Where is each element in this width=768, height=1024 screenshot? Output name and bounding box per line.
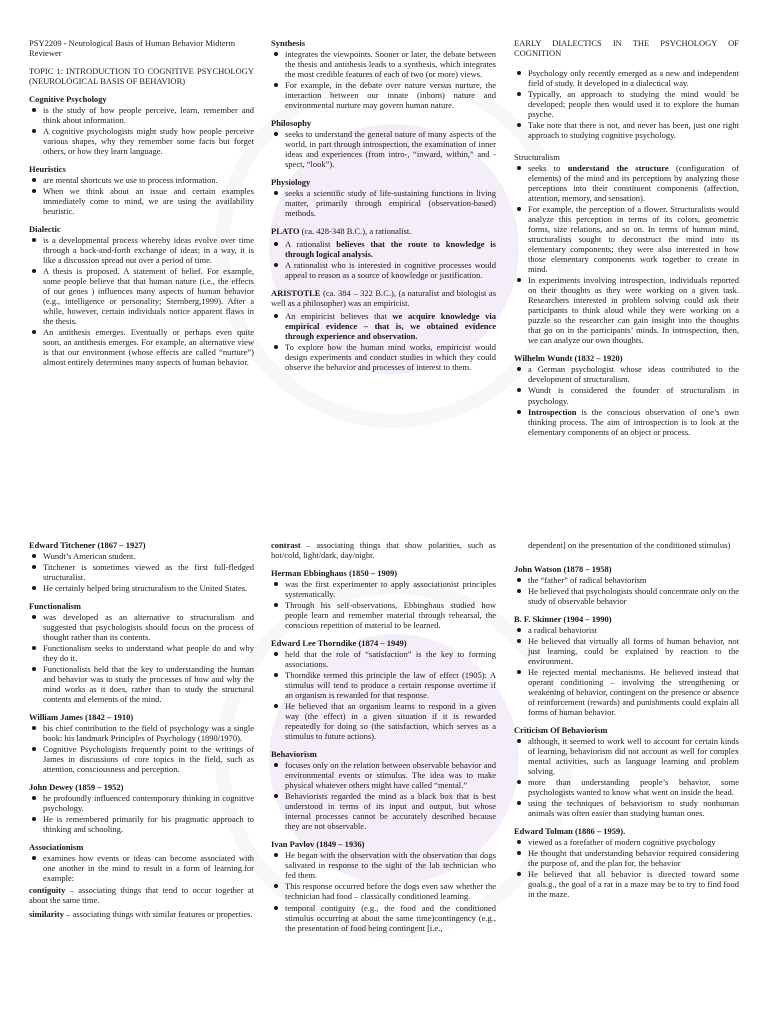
page2-column-3 bbox=[514, 540, 739, 1010]
list-item: is a developmental process whereby ideas evolve over time through a back-and-forth exchange of ideas; in a way, it is like a discussion spread out over a period of time. bbox=[43, 235, 254, 266]
list-item: For example, in the debate over nature versus nurture, the interaction between our innate (inborn) nature and environmental nurture may govern human nature. bbox=[285, 80, 496, 111]
list-item: Titchener is sometimes viewed as the first full-fledged structuralist. bbox=[43, 562, 254, 583]
heading-cognitive-psychology: Cognitive Psychology bbox=[29, 94, 107, 105]
list-item: more than understanding people’s behavior, some psychologists wanted to know what went on inside the head. bbox=[528, 777, 739, 798]
contiguity-text: – associating things that tend to occur together at about the same time. bbox=[29, 885, 254, 906]
heading-dialectic: Dialectic bbox=[29, 224, 61, 235]
list-william-james bbox=[29, 723, 254, 774]
list-dialectic bbox=[29, 235, 254, 367]
list-item: He certainly helped bring structuralism to the United States. bbox=[43, 583, 254, 593]
list-item: Through his self-observations, Ebbinghaus studied how people learn and remember material through rehearsal, the conscious repetition of material to be learned. bbox=[285, 600, 496, 631]
list-heuristics bbox=[29, 175, 254, 216]
plato-point-b: believes that the route to knowledge is through logical analysis. bbox=[285, 239, 496, 260]
list-item: Typically, an approach to studying the mind would be developed; people then would used it to explore the human psyche. bbox=[528, 89, 739, 120]
heading-associationism: Associationism bbox=[29, 842, 84, 853]
list-item bbox=[285, 239, 496, 259]
struct-point-b: understand the structure bbox=[567, 163, 669, 174]
list-item: Thorndike termed this principle the law of effect (1905): A stimulus will tend to produce a certain response overtime if an organism is rewarded for that response. bbox=[285, 670, 496, 701]
list-item: he profoundly influenced contemporary thinking in cognitive psychology. bbox=[43, 793, 254, 814]
doc-title: PSY2209 - Neurological Basis of Human Behavior Midterm Reviewer bbox=[29, 38, 236, 59]
heading-ebbinghaus: Herman Ebbinghaus (1850 – 1909) bbox=[271, 568, 398, 579]
pavlov-continued: dependent] on the presentation of the conditioned stimulus) bbox=[528, 540, 731, 550]
list-item: In experiments involving introspection, individuals reported on their thoughts as they were working on a given task. Researchers interested in problem solving could ask their participants to think aloud while they were working on a puzzle so the researcher can gain insight into the thoughts that go on in the participants’ minds. In introspection, then, we can analyze our own thoughts. bbox=[528, 275, 739, 346]
list-item: A rationalist who is interested in cognitive processes would appeal to reason as a source of knowledge or justification. bbox=[285, 260, 496, 281]
plato-point-a: A rationalist bbox=[285, 239, 337, 250]
list-item bbox=[285, 311, 496, 341]
list-item: Functionalism seeks to understand what people do and why they do it. bbox=[43, 643, 254, 664]
list-physiology bbox=[271, 188, 496, 218]
list-item: For example, the perception of a flower. Structuralists would analyze this perception in terms of its colors, geometric forms, size relations, and so on. In terms of human mind, structuralists sought to deconstruct the mind into its elementary components; they were also interested in how those elementary components work together to create in mind. bbox=[528, 204, 739, 275]
list-item: temporal contiguity (e.g., the food and the conditioned stimulus occurring at about the same time)contingency (e.g., the presentation of food being contingent [i.e., bbox=[285, 902, 496, 933]
list-item: He believed that psychologists should concentrate only on the study of observable behavior bbox=[528, 586, 739, 607]
list-philosophy bbox=[271, 129, 496, 169]
list-item: Wundt is considered the founder of structuralism in psychology. bbox=[528, 385, 739, 406]
list-thorndike bbox=[271, 649, 496, 741]
list-aristotle bbox=[271, 311, 496, 372]
page1-column-2 bbox=[271, 38, 496, 478]
page1-column-1 bbox=[29, 38, 254, 478]
list-behaviorism bbox=[271, 760, 496, 831]
list-synthesis bbox=[271, 49, 496, 110]
struct-point-c: (configuration of elements) of the mind and its perceptions by analyzing those perceptions into their constituent components (affection, attention, memory, and sensation). bbox=[528, 163, 739, 204]
list-watson bbox=[514, 575, 739, 606]
heading-structuralism: Structuralism bbox=[514, 152, 560, 163]
aristotle-point-a: An empiricist believes that bbox=[285, 311, 393, 322]
page2-column-1 bbox=[29, 540, 254, 1010]
list-early-dialectics bbox=[514, 68, 739, 140]
list-skinner bbox=[514, 625, 739, 717]
heading-william-james: William James (1842 – 1910) bbox=[29, 712, 134, 723]
list-item: He is remembered primarily for his pragmatic approach to thinking and schooling. bbox=[43, 814, 254, 835]
list-item: Wundt’s American student. bbox=[43, 551, 254, 561]
list-item: When we think about an issue and certain examples immediately come to mind, we are using the availability heuristic. bbox=[43, 186, 254, 217]
similarity-term: similarity bbox=[29, 908, 64, 919]
heading-philosophy: Philosophy bbox=[271, 118, 312, 129]
contiguity-term: contiguity bbox=[29, 885, 66, 896]
list-item: A thesis is proposed. A statement of belief. For example, some people believe that that human nature (i.e., the effects of our genes ) influences many aspects of human behavior (e.g., intelligence or personality; Sternberg,1999). After a while, however, certain individuals notice apparent flaws in the thesis. bbox=[43, 266, 254, 327]
page1-column-3 bbox=[514, 38, 739, 478]
list-item: He began with the observation with the observation that dogs salivated in response to the sight of the lab technician who fed them. bbox=[285, 850, 496, 881]
list-criticism-behaviorism bbox=[514, 736, 739, 818]
heading-skinner: B. F. Skinner (1904 – 1990) bbox=[514, 614, 612, 625]
heading-pavlov: Ivan Pavlov (1849 – 1936) bbox=[271, 839, 365, 850]
list-item: A cognitive psychologists might study how people perceive various shapes, why they remember some facts but forget others, or how they learn language. bbox=[43, 126, 254, 157]
list-item: He believed that virtually all forms of human behavior, not just learning, could be explained by reaction to the environment. bbox=[528, 636, 739, 667]
topic-heading: TOPIC 1: INTRODUCTION TO COGNITIVE PSYCHOLOGY (NEUROLOGICAL BASIS OF BEHAVIOR) bbox=[29, 66, 254, 87]
list-titchener bbox=[29, 551, 254, 593]
list-item: seeks a scientific study of life-sustaining functions in living matter, primarily through empirical (observation-based) methods. bbox=[285, 188, 496, 219]
page2-column-2 bbox=[271, 540, 496, 1010]
heading-wundt: Wilhelm Wundt (1832 – 1920) bbox=[514, 353, 623, 364]
heading-early-dialectics: EARLY DIALECTICS IN THE PSYCHOLOGY OF COGNITION bbox=[514, 38, 739, 59]
heading-john-dewey: John Dewey (1859 – 1952) bbox=[29, 782, 124, 793]
heading-physiology: Physiology bbox=[271, 177, 311, 188]
list-item: viewed as a forefather of modern cognitive psychology bbox=[528, 837, 739, 847]
list-tolman bbox=[514, 837, 739, 899]
introspection-term: Introspection bbox=[528, 406, 577, 417]
heading-heuristics: Heuristics bbox=[29, 164, 66, 175]
list-item: This response occurred before the dogs even saw whether the technician had food – classically conditioned learning. bbox=[285, 881, 496, 902]
list-item: a German psychologist whose ideas contributed to the development of structuralism. bbox=[528, 364, 739, 385]
heading-thorndike: Edward Lee Thorndike (1874 – 1949) bbox=[271, 638, 407, 649]
struct-point-a: seeks to bbox=[528, 163, 568, 174]
list-item: was developed as an alternative to structuralism and suggested that psychologists should focus on the process of thought rather than its contents. bbox=[43, 612, 254, 643]
list-item: is the study of how people perceive, learn, remember and think about information. bbox=[43, 105, 254, 126]
heading-functionalism: Functionalism bbox=[29, 601, 81, 612]
list-item: integrates the viewpoints. Sooner or later, the debate between the thesis and antithesis leads to a synthesis, which integrates the most credible features of each of two (or more) views. bbox=[285, 49, 496, 80]
list-item: focuses only on the relation between observable behavior and environmental events or stimulus. The idea was to make physical whatever others might have called “mental.” bbox=[285, 760, 496, 791]
plato-desc: (ca. 428-348 B.C.), a rationalist. bbox=[299, 226, 412, 237]
list-ebbinghaus bbox=[271, 579, 496, 630]
list-wundt bbox=[514, 364, 739, 436]
list-item: To explore how the human mind works, empiricist would design experiments and conduct studies in which they could observe the behavior and processes of interest to them. bbox=[285, 342, 496, 373]
list-item: Cognitive Psychologists frequently point to the writings of James in discussions of core topics in the field, such as attention, consciousness and perception. bbox=[43, 744, 254, 775]
list-item: Take note that there is not, and never has been, just one right approach to studying cognitive psychology. bbox=[528, 120, 739, 141]
list-item: Behaviorists regarded the mind as a black box that is best understood in terms of its input and output, but whose internal processes cannot be accurately described because they are not observable. bbox=[285, 791, 496, 832]
list-functionalism bbox=[29, 612, 254, 704]
plato-intro bbox=[271, 226, 496, 236]
list-item: He believed that all behavior is directed toward some goals.g., the goal of a rat in a maze may be to try to find food in the maze. bbox=[528, 869, 739, 900]
contrast-def bbox=[271, 540, 496, 560]
contrast-term: contrast bbox=[271, 540, 301, 550]
list-item: a radical behaviorist bbox=[528, 625, 739, 635]
list-item: An antithesis emerges. Eventually or perhaps even quite soon, an antithesis emerges. For example, an alternative view is that our environment (whose effects are called “nurture”) almost entirely determines many aspects of human behavior. bbox=[43, 327, 254, 368]
similarity-text: – associating things with similar features or properties. bbox=[63, 908, 253, 919]
list-item: Functionalists held that the key to understanding the human and behavior was to study the processes of how and why the mind works as it does, rather than to study the structural contents and elements of the mind. bbox=[43, 664, 254, 705]
list-plato bbox=[271, 239, 496, 280]
heading-titchener: Edward Titchener (1867 – 1927) bbox=[29, 540, 146, 550]
list-item: was the first experimenter to apply associationist principles systematically. bbox=[285, 579, 496, 600]
list-structuralism bbox=[514, 163, 739, 345]
introspection-def: is the conscious observation of one’s own thinking process. The aim of introspection is to look at the elementary components of an object or process. bbox=[528, 406, 739, 437]
plato-name: PLATO bbox=[271, 226, 300, 237]
list-john-dewey bbox=[29, 793, 254, 834]
heading-watson: John Watson (1878 – 1958) bbox=[514, 564, 612, 575]
aristotle-intro bbox=[271, 288, 496, 308]
contiguity-def bbox=[29, 885, 254, 905]
list-item: seeks to understand the general nature of many aspects of the world, in part through introspection, the examination of inner ideas and experiences (from intro-, “inward, within,” and -spect, “look”). bbox=[285, 129, 496, 170]
similarity-def bbox=[29, 909, 254, 919]
aristotle-name: ARISTOTLE bbox=[271, 288, 321, 299]
list-item: using the techniques of behaviorism to study nonhuman animals was often easier than studying human ones. bbox=[528, 798, 739, 819]
list-item: the “father” of radical behaviorism bbox=[528, 575, 739, 585]
list-item bbox=[528, 407, 739, 437]
list-item: examines how events or ideas can become associated with one another in the mind to result in a form of learning.for example: bbox=[43, 853, 254, 884]
aristotle-point-b: we acquire knowledge via empirical evidence – that is, we obtained evidence through experience and observation. bbox=[285, 311, 496, 342]
contrast-text: – associating things that show polarities, such as hot/cold, light/dark, day/night. bbox=[271, 540, 496, 561]
list-item: He thought that understanding behavior required considering the purpose of, and the plan for, the behavior bbox=[528, 848, 739, 869]
list-cognitive-psychology bbox=[29, 105, 254, 156]
list-item: Psychology only recently emerged as a new and independent field of study. It developed in a dialectical way. bbox=[528, 68, 739, 89]
list-item: He believed that an organism learns to respond in a given way (the effect) in a given situation if it is rewarded repeatedly for doing so (the satisfaction, which serves as a stimulus to future actions). bbox=[285, 701, 496, 742]
heading-tolman: Edward Tolman (1886 – 1959). bbox=[514, 826, 626, 837]
heading-behaviorism: Behaviorism bbox=[271, 749, 317, 760]
list-item bbox=[528, 163, 739, 203]
list-item: He rejected mental mechanisms. He believed instead that operant conditioning – involving the strengthening or weakening of behavior, contingent on the presence or absence of reinforcement (rewards) and punishments could explain all forms of human behavior. bbox=[528, 667, 739, 718]
list-item: his chief contribution to the field of psychology was a single book: his landmark Principles of Psychology (1890/1970). bbox=[43, 723, 254, 744]
list-item: held that the role of “satisfaction” is the key to forming associations. bbox=[285, 649, 496, 670]
list-associationism bbox=[29, 853, 254, 883]
heading-criticism-behaviorism: Criticism Of Behaviorism bbox=[514, 725, 608, 736]
list-item: although, it seemed to work well to account for certain kinds of learning, behaviorism did not account as well for complex mental activities, such as language learning and problem solving. bbox=[528, 736, 739, 777]
list-item: are mental shortcuts we use to process information. bbox=[43, 175, 254, 185]
list-pavlov bbox=[271, 850, 496, 932]
heading-synthesis: Synthesis bbox=[271, 38, 306, 48]
aristotle-desc: (ca. 384 – 322 B.C.), (a naturalist and biologist as well as a philosopher) was an empiricist. bbox=[271, 288, 496, 309]
